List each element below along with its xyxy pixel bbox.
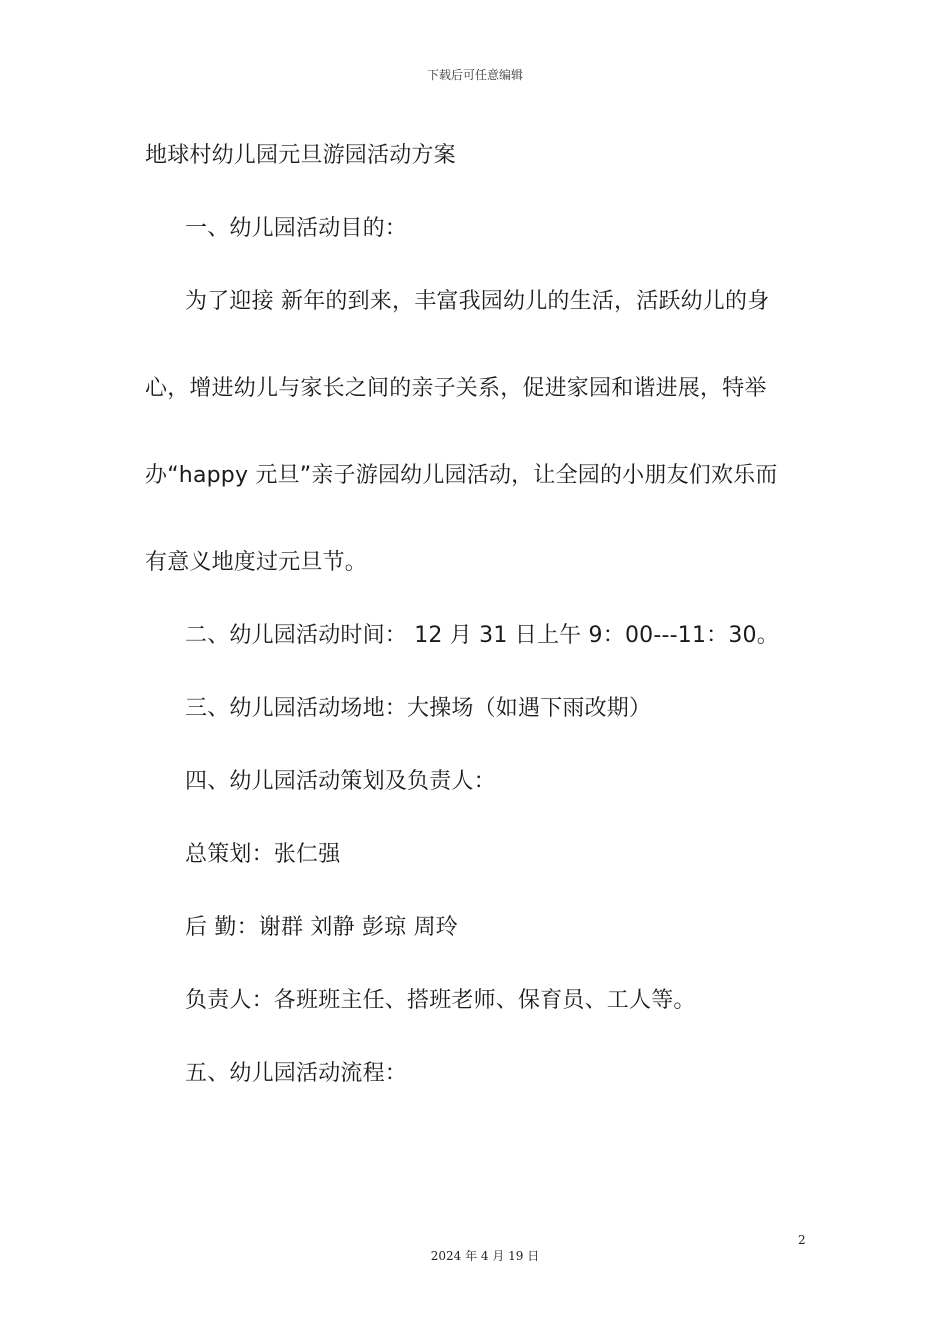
planner-line: 总策划：张仁强 — [185, 842, 341, 867]
footer-date: 2024 年 4 月 19 日 — [430, 1249, 540, 1263]
section-heading-venue: 三、幼儿园活动场地：大操场（如遇下雨改期） — [185, 696, 652, 721]
document-title: 地球村幼儿园元旦游园活动方案 — [145, 143, 456, 168]
paragraph-line: 心，增进幼儿与家长之间的亲子关系，促进家园和谐进展，特举 — [145, 376, 767, 401]
page-number: 2 — [798, 1233, 806, 1247]
paragraph-line: 办“happy 元旦”亲子游园幼儿园活动，让全园的小朋友们欢乐而 — [145, 463, 778, 488]
section-heading-time: 二、幼儿园活动时间： 12 月 31 日上午 9：00---11：30。 — [185, 623, 779, 648]
page-header-note: 下载后可任意编辑 — [426, 68, 523, 82]
paragraph-line: 有意义地度过元旦节。 — [145, 550, 368, 575]
paragraph-line: 为了迎接 新年的到来，丰富我园幼儿的生活，活跃幼儿的身 — [185, 289, 770, 314]
section-heading-purpose: 一、幼儿园活动目的： — [185, 216, 408, 241]
section-heading-procedure: 五、幼儿园活动流程： — [185, 1061, 408, 1086]
responsible-line: 负责人：各班班主任、搭班老师、保育员、工人等。 — [185, 988, 696, 1013]
logistics-line: 后 勤：谢群 刘静 彭琼 周玲 — [185, 915, 458, 940]
section-heading-organizers: 四、幼儿园活动策划及负责人： — [185, 769, 496, 794]
